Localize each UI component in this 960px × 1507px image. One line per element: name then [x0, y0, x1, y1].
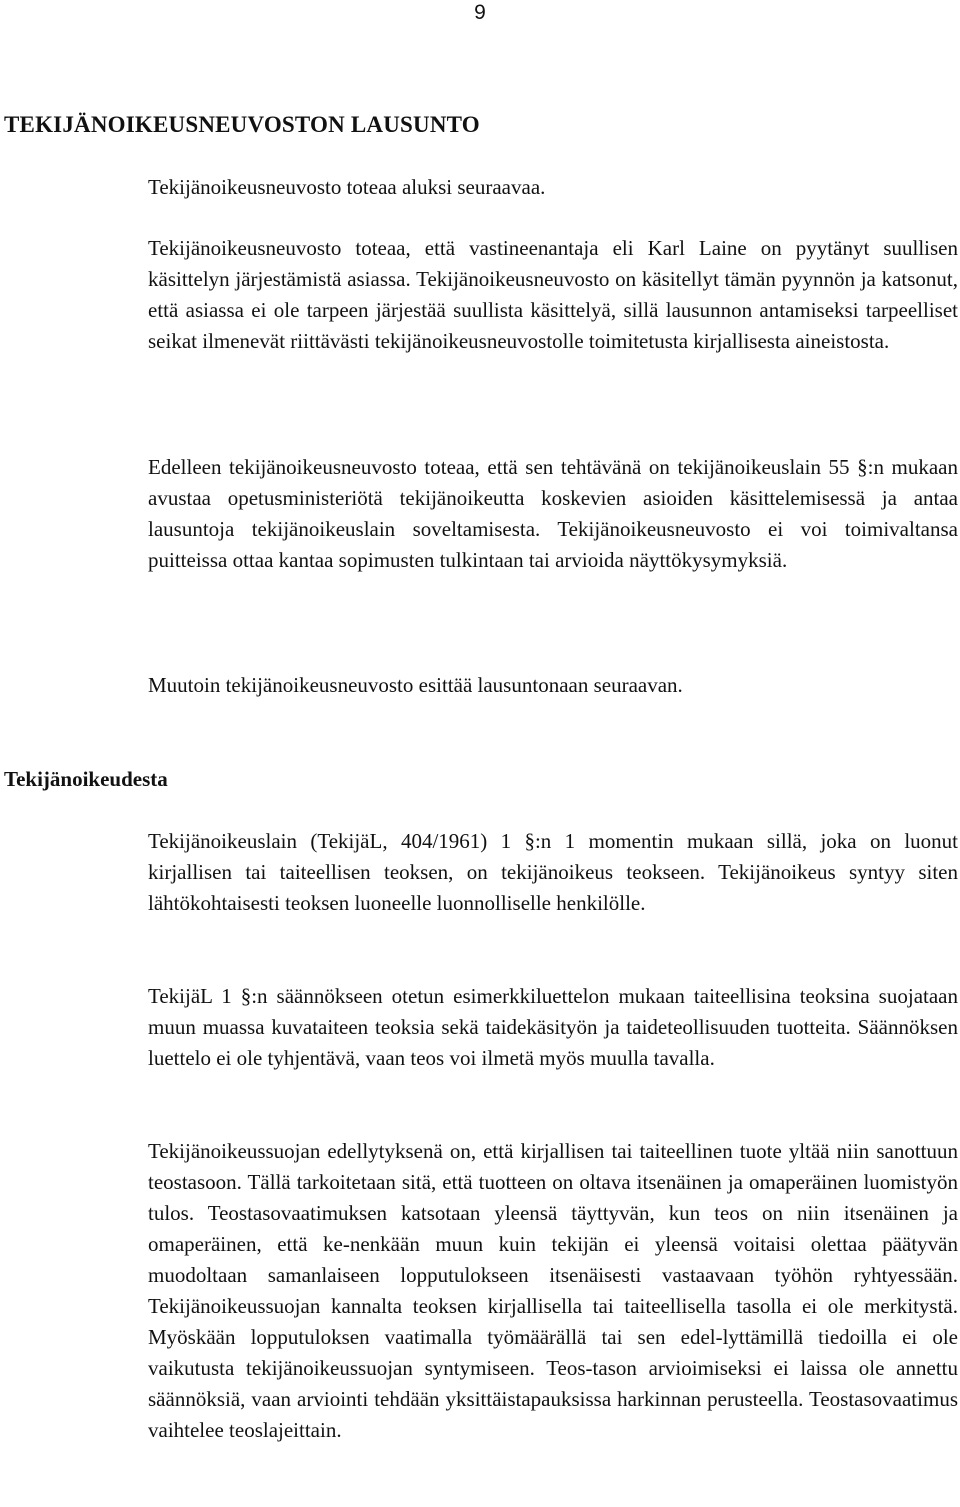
document-title: TEKIJÄNOIKEUSNEUVOSTON LAUSUNTO [4, 112, 480, 137]
section-paragraph-2: TekijäL 1 §:n säännökseen otetun esimerkkiluettelon mukaan taiteellisina teoksina suojataan muun muassa kuvataiteen teoksia sekä taidekäsityön ja taideteollisuuden tuotteita. Säännöksen luettelo ei ole tyhjentävä, vaan teos voi ilmetä myös muulla tavalla. [148, 984, 958, 1070]
intro-paragraph-1: Tekijänoikeusneuvosto toteaa aluksi seuraavaa. [148, 175, 546, 199]
intro-paragraph-2: Tekijänoikeusneuvosto toteaa, että vastineenantaja eli Karl Laine on pyytänyt suullisen käsittelyn järjestämistä asiassa. Tekijänoikeusneuvosto on käsitellyt tämän pyynnön ja katsonut, että asiassa ei ole tarpeen järjestää suullista käsittelyä, sillä lausunnon antamiseksi tarpeelliset seikat ilmenevät riittävästi tekijänoikeusneuvostolle toimitetusta kirjallisesta aineistosta. [148, 236, 958, 353]
intro-paragraph-3: Edelleen tekijänoikeusneuvosto toteaa, että sen tehtävänä on tekijänoikeuslain 55 §:n mukaan avustaa opetusministeriötä tekijänoikeutta koskevien asioiden käsittelemisessä ja antaa lausuntoja tekijänoikeuslain soveltamisesta. Tekijänoikeusneuvosto ei voi toimivaltansa puitteissa ottaa kantaa sopimusten tulkintaan tai arvioida näyttökysymyksiä. [148, 455, 958, 572]
section-paragraph-1: Tekijänoikeuslain (TekijäL, 404/1961) 1 §:n 1 momentin mukaan sillä, joka on luonut kirjallisen tai taiteellisen teoksen, on tekijänoikeus teokseen. Tekijänoikeus syntyy siten lähtökohtaisesti teoksen luoneelle luonnolliselle henkilölle. [148, 829, 958, 915]
intro-paragraph-4: Muutoin tekijänoikeusneuvosto esittää lausuntonaan seuraavan. [148, 673, 683, 697]
page-number: 9 [474, 1, 486, 24]
section-heading: Tekijänoikeudesta [4, 767, 168, 791]
section-paragraph-3: Tekijänoikeussuojan edellytyksenä on, että kirjallisen tai taiteellinen tuote yltää niin sanottuun teostasoon. Tällä tarkoitetaan sitä, että tuotteen on oltava itsenäinen ja omaperäinen luomistyön tulos. Teostasovaatimuksen katsotaan yleensä täyttyvän, kun teos on niin itsenäinen ja omaperäinen, että ke-nenkään muun kuin tekijän ei yleensä voitaisi olettaa päätyvän muodoltaan samanlaiseen lopputulokseen itsenäisesti vastaavaan työhön ryhtyessään. Tekijänoikeussuojan kannalta teoksen kirjallisella tai taiteellisella tasolla ei ole merkitystä. Myöskään lopputuloksen vaatimalla työmäärällä tai sen edel-lyttämillä tiedoilla ei ole vaikutusta tekijänoikeussuojan syntymiseen. Teos-tason arvioimiseksi ei laissa ole annettu säännöksiä, vaan arviointi tehdään yksittäistapauksissa harkinnan perusteella. Teostasovaatimus vaihtelee teoslajeittain. [148, 1139, 958, 1442]
